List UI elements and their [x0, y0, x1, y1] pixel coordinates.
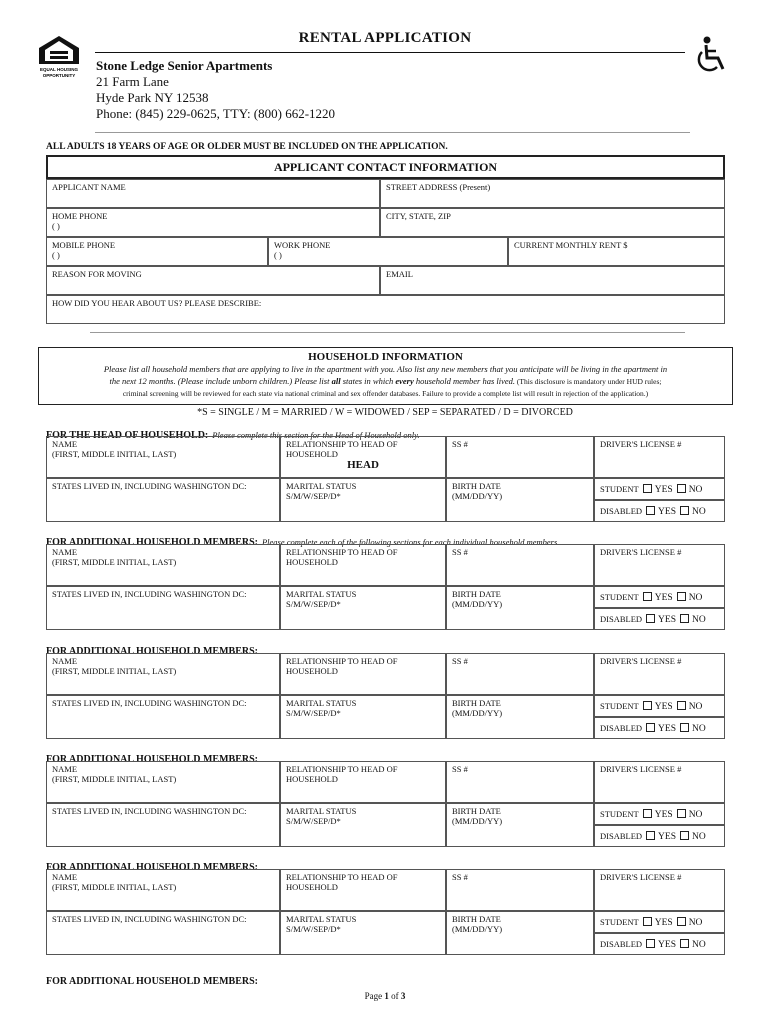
svg-text:EQUAL HOUSING: EQUAL HOUSING — [40, 67, 78, 72]
disabled-question — [594, 825, 725, 847]
student-yes-checkbox[interactable] — [643, 484, 652, 493]
property-address — [96, 58, 335, 122]
student-yes-checkbox[interactable] — [643, 701, 652, 710]
relationship-label: RELATIONSHIP TO HEAD OF — [286, 872, 398, 882]
marital-field[interactable] — [280, 695, 446, 739]
relationship-label: RELATIONSHIP TO HEAD OF — [286, 656, 398, 666]
svg-text:OPPORTUNITY: OPPORTUNITY — [42, 73, 76, 78]
name-label: NAME — [52, 872, 78, 882]
home-phone-field[interactable] — [46, 208, 380, 237]
mobile-phone-field[interactable] — [46, 237, 268, 266]
states-field[interactable] — [46, 695, 280, 739]
yes-label: YES — [658, 507, 676, 517]
ssn-label: SS # — [452, 439, 468, 449]
relationship-sublabel: HOUSEHOLD — [286, 666, 338, 676]
states-field[interactable] — [46, 803, 280, 847]
yes-label: YES — [654, 702, 673, 712]
disabled-yes-checkbox[interactable] — [646, 723, 655, 732]
home-phone-area: ( ) — [52, 221, 60, 231]
city-state-zip-label: CITY, STATE, ZIP — [386, 211, 451, 221]
student-label: STUDENT — [600, 592, 639, 602]
birth-sublabel: (MM/DD/YY) — [452, 708, 503, 718]
household-info-box — [38, 347, 733, 405]
disabled-question — [594, 500, 725, 522]
ssn-field[interactable] — [446, 761, 594, 803]
household-heading: HOUSEHOLD INFORMATION — [308, 351, 463, 363]
disabled-yes-checkbox[interactable] — [646, 939, 655, 948]
birth-date-field[interactable] — [446, 586, 594, 630]
applicant-name-field[interactable] — [46, 179, 380, 208]
license-field[interactable] — [594, 653, 725, 695]
birth-sublabel: (MM/DD/YY) — [452, 816, 503, 826]
disabled-yes-checkbox[interactable] — [646, 506, 655, 515]
disabled-label: DISABLED — [600, 614, 643, 624]
student-no-checkbox[interactable] — [677, 809, 686, 818]
birth-sublabel: (MM/DD/YY) — [452, 599, 503, 609]
student-yes-checkbox[interactable] — [643, 592, 652, 601]
reason-moving-label: REASON FOR MOVING — [52, 269, 142, 279]
yes-label: YES — [658, 724, 676, 734]
household-instructions-2: the next 12 months. (Please include unborn children.) Please list all states in which every household member has lived. (This disclosure is mandatory under HUD rules; — [109, 376, 662, 386]
yes-label: YES — [658, 615, 676, 625]
relationship-field[interactable] — [280, 761, 446, 803]
license-label: DRIVER'S LICENSE # — [600, 764, 682, 774]
head-section-title: FOR THE HEAD OF HOUSEHOLD: Please complete this section for the Head of Household only. — [46, 430, 420, 441]
student-yes-checkbox[interactable] — [643, 917, 652, 926]
marital-label: MARITAL STATUS — [286, 698, 357, 708]
states-label: STATES LIVED IN, INCLUDING WASHINGTON DC: — [52, 589, 247, 599]
student-question — [594, 695, 725, 717]
marital-label: MARITAL STATUS — [286, 589, 357, 599]
yes-label: YES — [658, 940, 676, 950]
ssn-label: SS # — [452, 547, 468, 557]
relationship-sublabel: HOUSEHOLD — [286, 774, 338, 784]
student-yes-checkbox[interactable] — [643, 809, 652, 818]
disabled-no-checkbox[interactable] — [680, 723, 689, 732]
states-label: STATES LIVED IN, INCLUDING WASHINGTON DC: — [52, 914, 247, 924]
student-label: STUDENT — [600, 917, 639, 927]
states-field[interactable] — [46, 911, 280, 955]
no-label: NO — [688, 918, 703, 928]
work-phone-area: ( ) — [274, 250, 282, 260]
hear-about-field[interactable] — [46, 295, 725, 324]
no-label: NO — [691, 615, 706, 625]
marital-field[interactable] — [280, 803, 446, 847]
student-no-checkbox[interactable] — [677, 484, 686, 493]
license-label: DRIVER'S LICENSE # — [600, 547, 682, 557]
marital-label: MARITAL STATUS — [286, 914, 357, 924]
no-label: NO — [691, 832, 706, 842]
marital-field[interactable] — [280, 478, 446, 522]
title-rule — [95, 52, 685, 53]
member-name-field[interactable] — [46, 544, 280, 586]
birth-sublabel: (MM/DD/YY) — [452, 924, 503, 934]
birth-sublabel: (MM/DD/YY) — [452, 491, 503, 501]
license-field[interactable] — [594, 761, 725, 803]
no-label: NO — [688, 702, 703, 712]
marital-sublabel: S/M/W/SEP/D* — [286, 924, 341, 934]
name-label: NAME — [52, 656, 78, 666]
additional-section-title: FOR ADDITIONAL HOUSEHOLD MEMBERS: — [46, 976, 258, 987]
contact-heading: APPLICANT CONTACT INFORMATION — [273, 160, 498, 174]
license-field[interactable] — [594, 544, 725, 586]
disabled-yes-checkbox[interactable] — [646, 831, 655, 840]
work-phone-label: WORK PHONE — [274, 240, 331, 250]
marital-legend: *S = SINGLE / M = MARRIED / W = WIDOWED / SEP = SEPARATED / D = DIVORCED — [197, 407, 573, 418]
marital-field[interactable] — [280, 911, 446, 955]
yes-label: YES — [654, 918, 673, 928]
license-field[interactable] — [594, 436, 725, 478]
yes-label: YES — [654, 810, 673, 820]
ssn-field[interactable] — [446, 544, 594, 586]
relationship-sublabel: HOUSEHOLD — [286, 557, 338, 567]
relationship-label: RELATIONSHIP TO HEAD OF — [286, 764, 398, 774]
birth-label: BIRTH DATE — [452, 806, 501, 816]
name-sublabel: (FIRST, MIDDLE INITIAL, LAST) — [52, 882, 177, 892]
ssn-label: SS # — [452, 764, 468, 774]
marital-sublabel: S/M/W/SEP/D* — [286, 708, 341, 718]
household-instructions-3: criminal screening will be reviewed for each state via national criminal and sex offender databases. Failure to provide a complete list will result in rejection of the application.) — [122, 389, 649, 398]
reason-moving-field[interactable] — [46, 266, 380, 295]
marital-field[interactable] — [280, 586, 446, 630]
member-name-field[interactable] — [46, 436, 280, 478]
birth-date-field[interactable] — [446, 803, 594, 847]
home-phone-label: HOME PHONE — [52, 211, 108, 221]
relationship-label: RELATIONSHIP TO HEAD OF — [286, 547, 398, 557]
name-label: NAME — [52, 547, 78, 557]
marital-sublabel: S/M/W/SEP/D* — [286, 491, 341, 501]
disabled-question — [594, 608, 725, 630]
states-field[interactable] — [46, 586, 280, 630]
additional-section-title: FOR ADDITIONAL HOUSEHOLD MEMBERS: — [46, 862, 258, 873]
page-title: RENTAL APPLICATION — [298, 30, 472, 46]
disabled-no-checkbox[interactable] — [680, 614, 689, 623]
yes-label: YES — [654, 593, 673, 603]
relationship-sublabel: HOUSEHOLD — [286, 882, 338, 892]
ssn-field[interactable] — [446, 653, 594, 695]
disabled-no-checkbox[interactable] — [680, 939, 689, 948]
relationship-field[interactable] — [280, 653, 446, 695]
current-rent-field[interactable] — [508, 237, 725, 266]
disabled-label: DISABLED — [600, 723, 643, 733]
birth-label: BIRTH DATE — [452, 698, 501, 708]
additional-section-title: FOR ADDITIONAL HOUSEHOLD MEMBERS: Please complete each of the following sections for each individual household members. — [46, 537, 560, 548]
marital-sublabel: S/M/W/SEP/D* — [286, 816, 341, 826]
disabled-yes-checkbox[interactable] — [646, 614, 655, 623]
no-label: NO — [688, 810, 703, 820]
license-label: DRIVER'S LICENSE # — [600, 439, 682, 449]
no-label: NO — [691, 724, 706, 734]
birth-date-field[interactable] — [446, 478, 594, 522]
household-instructions-1: Please list all household members that are applying to live in the apartment with you. Also list any new members that you anticipate will be living in the apartment in — [103, 364, 668, 374]
ssn-label: SS # — [452, 872, 468, 882]
no-label: NO — [688, 593, 703, 603]
student-no-checkbox[interactable] — [677, 701, 686, 710]
name-label: NAME — [52, 439, 78, 449]
relationship-field[interactable] — [280, 436, 446, 478]
property-phone: Phone: (845) 229-0625, TTY: (800) 662-1220 — [96, 106, 336, 121]
name-sublabel: (FIRST, MIDDLE INITIAL, LAST) — [52, 557, 177, 567]
city-state-zip-field[interactable] — [380, 208, 725, 237]
page-number: Page 1 of 3 — [364, 991, 406, 1001]
ssn-field[interactable] — [446, 436, 594, 478]
member-name-field[interactable] — [46, 869, 280, 911]
ssn-label: SS # — [452, 656, 468, 666]
license-label: DRIVER'S LICENSE # — [600, 872, 682, 882]
no-label: NO — [691, 940, 706, 950]
student-label: STUDENT — [600, 484, 639, 494]
member-name-field[interactable] — [46, 761, 280, 803]
states-label: STATES LIVED IN, INCLUDING WASHINGTON DC: — [52, 481, 247, 491]
license-label: DRIVER'S LICENSE # — [600, 656, 682, 666]
name-label: NAME — [52, 764, 78, 774]
hear-about-label: HOW DID YOU HEAR ABOUT US? PLEASE DESCRIBE: — [52, 298, 262, 308]
disabled-no-checkbox[interactable] — [680, 506, 689, 515]
head-value: HEAD — [347, 459, 379, 471]
birth-label: BIRTH DATE — [452, 914, 501, 924]
marital-sublabel: S/M/W/SEP/D* — [286, 599, 341, 609]
student-question — [594, 911, 725, 933]
student-question — [594, 586, 725, 608]
student-no-checkbox[interactable] — [677, 592, 686, 601]
license-field[interactable] — [594, 869, 725, 911]
additional-section-title: FOR ADDITIONAL HOUSEHOLD MEMBERS: — [46, 754, 258, 765]
birth-date-field[interactable] — [446, 695, 594, 739]
student-question — [594, 803, 725, 825]
work-phone-field[interactable] — [268, 237, 508, 266]
disabled-question — [594, 717, 725, 739]
email-field[interactable] — [380, 266, 725, 295]
states-field[interactable] — [46, 478, 280, 522]
ssn-field[interactable] — [446, 869, 594, 911]
property-street: 21 Farm Lane — [96, 74, 169, 89]
disabled-question — [594, 933, 725, 955]
additional-section-title: FOR ADDITIONAL HOUSEHOLD MEMBERS: — [46, 646, 258, 657]
marital-label: MARITAL STATUS — [286, 806, 357, 816]
marital-label: MARITAL STATUS — [286, 481, 357, 491]
applicant-name-label: APPLICANT NAME — [52, 182, 126, 192]
property-city: Hyde Park NY 12538 — [96, 90, 209, 105]
relationship-field[interactable] — [280, 869, 446, 911]
no-label: NO — [691, 507, 706, 517]
mobile-phone-area: ( ) — [52, 250, 60, 260]
property-name: Stone Ledge Senior Apartments — [96, 58, 273, 73]
relationship-sublabel: HOUSEHOLD — [286, 449, 338, 459]
states-label: STATES LIVED IN, INCLUDING WASHINGTON DC: — [52, 698, 247, 708]
street-address-field[interactable] — [380, 179, 725, 208]
student-label: STUDENT — [600, 701, 639, 711]
name-sublabel: (FIRST, MIDDLE INITIAL, LAST) — [52, 666, 177, 676]
name-sublabel: (FIRST, MIDDLE INITIAL, LAST) — [52, 774, 177, 784]
disabled-label: DISABLED — [600, 939, 643, 949]
current-rent-label: CURRENT MONTHLY RENT $ — [514, 240, 628, 250]
disabled-label: DISABLED — [600, 506, 643, 516]
student-no-checkbox[interactable] — [677, 917, 686, 926]
states-label: STATES LIVED IN, INCLUDING WASHINGTON DC: — [52, 806, 247, 816]
name-sublabel: (FIRST, MIDDLE INITIAL, LAST) — [52, 449, 177, 459]
divider — [90, 332, 685, 333]
adults-notice: ALL ADULTS 18 YEARS OF AGE OR OLDER MUST BE INCLUDED ON THE APPLICATION. — [46, 142, 448, 152]
birth-label: BIRTH DATE — [452, 589, 501, 599]
student-label: STUDENT — [600, 809, 639, 819]
disabled-no-checkbox[interactable] — [680, 831, 689, 840]
street-address-label: STREET ADDRESS (Present) — [386, 182, 491, 192]
email-label: EMAIL — [386, 269, 413, 279]
disabled-label: DISABLED — [600, 831, 643, 841]
birth-date-field[interactable] — [446, 911, 594, 955]
member-name-field[interactable] — [46, 653, 280, 695]
mobile-phone-label: MOBILE PHONE — [52, 240, 116, 250]
birth-label: BIRTH DATE — [452, 481, 501, 491]
student-question — [594, 478, 725, 500]
contact-heading-box — [46, 155, 725, 179]
relationship-field[interactable] — [280, 544, 446, 586]
no-label: NO — [688, 485, 703, 495]
yes-label: YES — [658, 832, 676, 842]
divider — [95, 132, 690, 133]
relationship-label: RELATIONSHIP TO HEAD OF — [286, 439, 398, 449]
yes-label: YES — [654, 485, 673, 495]
